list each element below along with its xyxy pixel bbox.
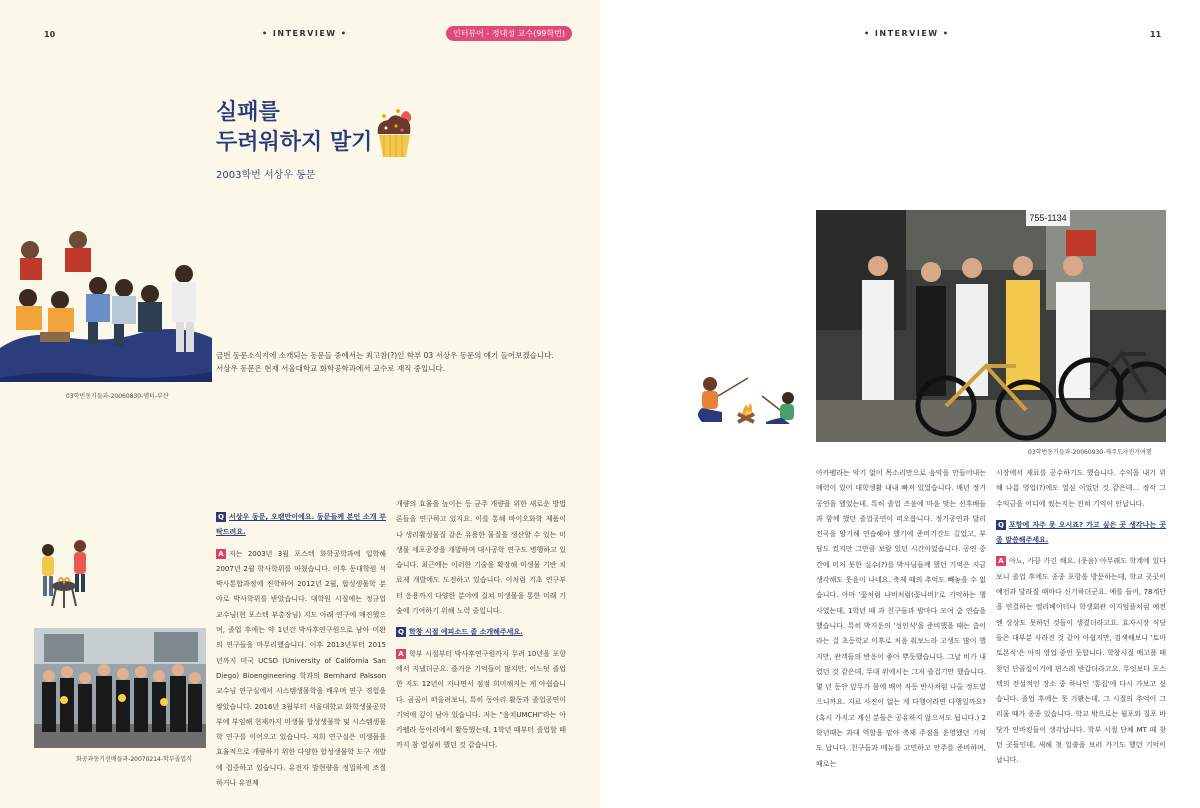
bike-trip-photo — [816, 210, 1166, 442]
page-number-left: 10 — [44, 30, 56, 39]
running-head-left: • INTERVIEW • — [262, 29, 348, 38]
right-column-1 — [816, 466, 986, 772]
campfire-illustration-icon — [692, 370, 802, 436]
right-column-1-text: 아카펠라는 악기 없이 목소리만으로 음악을 만들어내는 매력이 있어 대학생활 내내 빠져 있었습니다. 매년 정기공연을 했었는데, 특히 졸업 즈음에 마음 맞는 선후배들과 함께 했던 졸업공연이 떠오릅니다. 정기공연과 달리 전곡을 암기해 연습해야 했기에 준비기간도 길었고, 부담도 컸지만 그만큼 보람 있던 시간이었습니다. 공연 중간에 미처 못한 실수(?)를 박사님들께 했던 기억은 지금 생각해도 웃음이 나네요. 축제 때의 추억도 빼놓을 수 없습니다. 아마 '꽃처럼 나비처럼(꽃나비)'로 기억하는 행사였는데, 1학년 때 과 친구들과 밤마다 모여 춤 연습을 했습니다. 특히 박지운의 '성인식'을 준비했을 때는 춤이라는 걸 초등학교 이후로 처음 춰보느라 고생도 많이 했지만, 관객들의 반응이 좋아 뿌듯했습니다. 그날 비가 내렸던 것 같은데, 무대 위에서는 그저 즐겁기만 했습니다. 몇 년 동안 앞무가 몸에 배어 자동 반사처럼 나올 정도였으니까요. 지료 사진이 없는 게 다행이라면 다행일까요? (혹시 가지고 계신 분들은 공유하지 않으셔도 됩니다.) 2학년때는 과대 역할을 맡아 축제 주점을 운영했던 기억도 납니다. 친구들과 메뉴를 고민하고 안주를 준비하며, 때로는 — [816, 469, 986, 768]
intro-text — [216, 349, 566, 375]
answer-3-text: 아뇨, 가끔 가긴 해요. (웃음) 아무래도 학계에 있다 보니 졸업 후에도 종종 포항을 방문하는데, 학교 곳곳이 예전과 달라질 때마다 신기하더군요. 예를 들어, 78계단을 연결하는 엘리베이터나 학생회관 이지엄플처럼 예전엔 상상도 못하던 것들이 생겼더라고요. 효자시장 식당들은 대부분 사라진 것 같아 아쉽지만, 검색해보니 '토마토본식'은 아직 영업 중인 듯합니다. 학창시절 배고플 때 찾던 단골집이기에 편스레 반갑더라고요. 무엇보다 포스텍의 전설적인 장소 중 하나인 '통집'에 다시 가보고 싶습니다. 졸업 후에는 못 가봤는데, 그 시절의 추억이 그리울 때가 종종 있습니다. 학교 밖으로는 월포와 칠포 바닷가 인바킹들이 생각납니다. 학부 시절 단체 MT 때 찾던 곳들인데, 새해 첫 일출을 보러 가기도 했던 기억이 납니다. — [996, 557, 1166, 765]
question-1 — [216, 510, 386, 541]
page-number-right: 11 — [1150, 30, 1162, 39]
q-marker: Q — [996, 520, 1006, 530]
question-2 — [396, 625, 566, 640]
graduation-photo — [34, 628, 206, 748]
right-column-2 — [996, 466, 1166, 769]
right-page — [600, 0, 1200, 808]
question-3-text: 포항에 자주 못 오시죠? 가고 싶은 곳 생각나는 곳 좀 말씀해주세요. — [996, 520, 1166, 545]
running-head-right: • INTERVIEW • — [864, 29, 950, 38]
a-marker: A — [396, 649, 406, 659]
section-tag: 인터뷰어 - 정대성 교수(99학번) — [446, 26, 572, 41]
intro-line-1: 금번 동문소식지에 소개되는 동문들 중에서는 최고참(?)인 학부 03 서상우 동문의 얘기 들어보겠습니다. — [216, 351, 554, 360]
answer-2 — [396, 647, 566, 754]
left-column-1 — [216, 510, 386, 791]
photo2-caption: 화공과동기선배들과-20070214-학부졸업식 — [76, 756, 193, 763]
bike-photo-caption: 03학번동기들과-20060930-제주도자전거여행 — [1028, 449, 1152, 456]
intro-line-2: 서상우 동문은 현재 서울대학교 화학공학과에서 교수로 재직 중입니다. — [216, 364, 446, 373]
group-photo-mt — [0, 228, 212, 382]
answer-3 — [996, 554, 1166, 768]
cupcake-icon — [372, 108, 416, 160]
photo-sign-text: 755-1134 — [1029, 213, 1067, 223]
q-marker: Q — [396, 627, 406, 637]
question-3 — [996, 518, 1166, 549]
photo1-caption: 03학번동기들과-20060830-엠티-부산 — [66, 393, 169, 400]
answer-2-text: 학부 시절부터 박사후연구원까지 무려 10년을 포항에서 지냈더군요. 즐거운 기억들이 많지만, 어느덧 졸업한 지도 12년이 지나면서 점점 희미해지는 게 아쉽습니다. 곰곰이 떠올려보니, 특히 동아리 활동과 졸업공연이 기억에 깊이 남아 있습니다. 저는 "음치UMCHI"라는 아카펠라 동아리에서 활동했는데, 1학년 때부터 졸업할 때까지 참 열심히 했던 것 같습니다. — [396, 649, 566, 750]
answer-1-continued: 개량의 효율을 높이는 등 균주 개량을 위한 새로운 방법론들을 연구하고 있지요. 이를 통해 바이오화학 제품이나 생리활성물질 같은 유용한 물질을 생산할 수 있는 미생물 세포공장을 개발하며 대사공학 연구도 병행하고 있습니다. 최근에는 이러한 기술을 확장해 미생물 기반 치료제 개발에도 도전하고 있습니다. 이처럼 기초 연구부터 응용까지 다양한 분야에 걸쳐 미생물을 통한 미래 기술에 기여하기 위해 노력 중입니다. — [396, 500, 566, 616]
answer-1 — [216, 547, 386, 792]
answer-1-text: 저는 2003년 3월 포스텍 화학공학과에 입학해 2007년 2월 학사학위를 마쳤습니다. 이후 동대학원 석박사통합과정에 진학하여 2012년 2월, 합성생물학 분야로 박사학위를 받았습니다. 대학원 시절에는 정규업 교수님(현 포스텍 부총장님) 지도 아래 연구에 매진했으며, 졸업 후에는 약 1년간 박사후연구원으로 남아 미완의 연구들을 마무리했습니다. 이후 2013년부터 2015년까지 미국 UCSD (University of California San Diego) Bioengineering 학과의 Bernhard Palsson 교수님 연구실에서 시스템생물학을 배우며 연구 경험을 쌓았습니다. 2016년 3월부터 서울대학교 화학생물공학부에 부임해 현재까지 미생물 합성생물학 및 시스템생물학 연구를 이어오고 있습니다. 저희 연구실은 미생물을 효율적으로 개량하기 위한 다양한 합성생물학 도구 개발에 집중하고 있습니다. 유전자 발현량을 정밀하게 조절하거나 유전체 — [216, 549, 386, 788]
left-column-2 — [396, 497, 566, 754]
bbq-illustration-icon — [30, 536, 100, 610]
article-subtitle: 2003학번 서상우 동문 — [216, 170, 316, 181]
title-line-1: 실패를 — [216, 100, 280, 125]
q-marker: Q — [216, 512, 226, 522]
question-1-text: 서상우 동문, 오랜만이에요. 동문들께 본인 소개 부탁드려요. — [216, 513, 386, 537]
question-2-text: 학창 시절 에피소드 좀 소개해주세요. — [409, 628, 523, 637]
article-title — [216, 98, 372, 158]
right-column-2-intro: 시장에서 재료를 공수하기도 했습니다. 수익을 내기 위해 나름 영업(?)에도 열심 이었던 것 같은데… 정작 그 수익금을 어디에 썼는지는 전혀 기억이 안납니다. — [996, 469, 1166, 508]
a-marker: A — [216, 549, 226, 559]
title-line-2: 두려워하지 말기 — [216, 130, 373, 155]
a-marker: A — [996, 556, 1006, 566]
